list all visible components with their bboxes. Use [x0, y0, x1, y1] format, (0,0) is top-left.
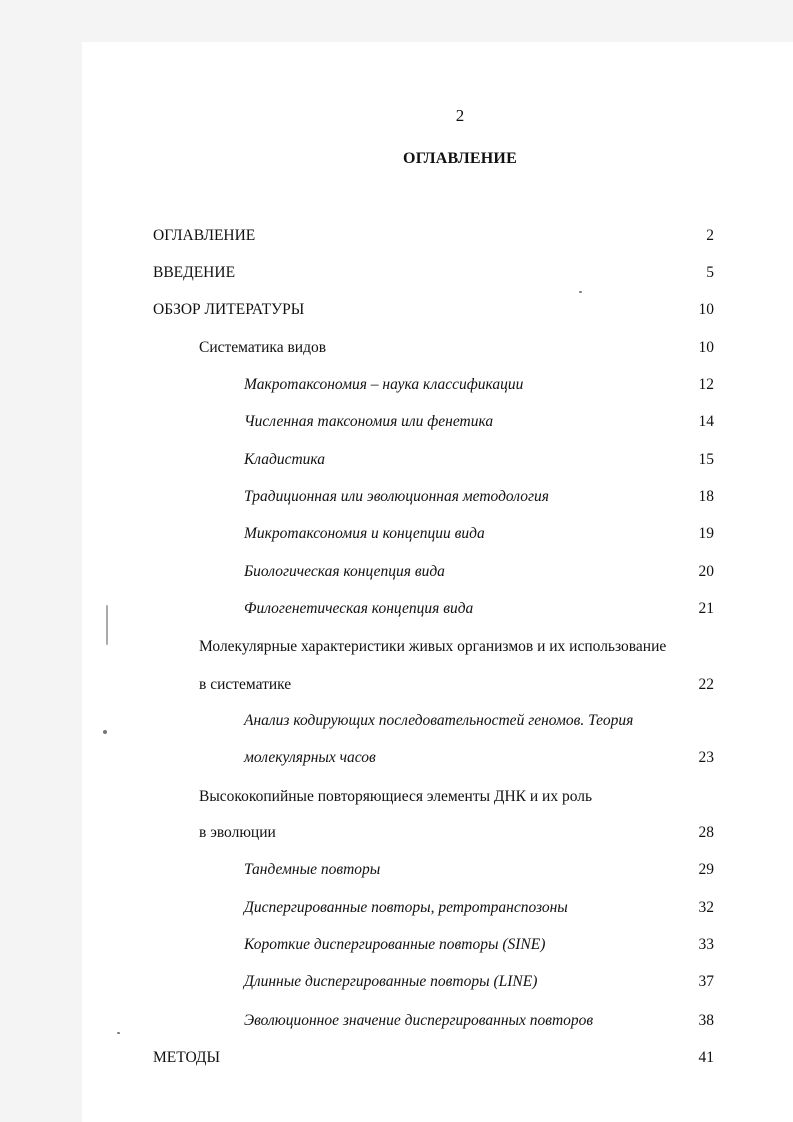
toc-entry-label: Традиционная или эволюционная методология	[244, 488, 549, 505]
toc-entry	[244, 859, 380, 881]
toc-entry	[153, 225, 255, 247]
toc-entry-label: Диспергированные повторы, ретротранспозоны	[244, 899, 568, 916]
toc-entry-page: 20	[698, 563, 714, 580]
scan-speck	[579, 291, 582, 293]
toc-entry-page: 23	[698, 749, 714, 766]
toc-entry-label: Тандемные повторы	[244, 861, 381, 878]
toc-entry	[244, 374, 523, 396]
toc-entry-page: 19	[698, 525, 714, 542]
toc-entry	[199, 337, 326, 359]
toc-entry	[244, 897, 568, 919]
toc-entry	[244, 561, 445, 583]
toc-entry-page: 10	[698, 339, 714, 356]
toc-entry-label: в систематике	[199, 676, 292, 693]
toc-entry-label: ВВЕДЕНИЕ	[153, 264, 236, 281]
toc-entry-page: 38	[698, 1012, 714, 1029]
toc-entry	[244, 971, 537, 993]
toc-entry-page: 22	[698, 676, 714, 693]
toc-entry-label: в эволюции	[199, 824, 276, 841]
toc-entry-label: Высококопийные повторяющиеся элементы ДНК и их роль	[199, 788, 593, 805]
toc-entry	[199, 786, 592, 808]
toc-entry-label: Макротаксономия – наука классификации	[244, 376, 524, 393]
toc-entry	[153, 1047, 220, 1069]
toc-entry-page: 32	[698, 899, 714, 916]
toc-entry-page: 21	[698, 600, 714, 617]
toc-entry-label: Молекулярные характеристики живых организмов и их использование	[199, 638, 667, 655]
toc-entry	[244, 411, 493, 433]
toc-entry-continuation	[199, 674, 291, 696]
toc-entry	[244, 1010, 593, 1032]
toc-entry-label: ОГЛАВЛЕНИЕ	[153, 227, 256, 244]
toc-entry-label: МЕТОДЫ	[153, 1049, 221, 1066]
toc-entry-label: молекулярных часов	[244, 749, 376, 766]
toc-entry	[244, 934, 545, 956]
toc-entry-continuation	[199, 822, 276, 844]
toc-entry-label: Систематика видов	[199, 339, 327, 356]
toc-entry-page: 29	[698, 861, 714, 878]
toc-entry	[244, 523, 485, 545]
toc-entry	[244, 710, 633, 732]
toc-entry	[244, 486, 549, 508]
toc-entry-label: Биологическая концепция вида	[244, 563, 445, 580]
margin-mark	[106, 605, 108, 645]
toc-entry-label: Эволюционное значение диспергированных повторов	[244, 1012, 594, 1029]
page-title: ОГЛАВЛЕНИЕ	[403, 150, 517, 167]
toc-entry-page: 14	[698, 413, 714, 430]
toc-entry-label: Короткие диспергированные повторы (SINE)	[244, 936, 546, 953]
toc-entry-continuation	[244, 747, 376, 769]
page-number: 2	[455, 106, 465, 125]
toc-entry-page: 41	[698, 1049, 714, 1066]
toc-entry-page: 10	[698, 301, 714, 318]
toc-entry-label: ОБЗОР ЛИТЕРАТУРЫ	[153, 301, 305, 318]
toc-entry-label: Микротаксономия и концепции вида	[244, 525, 485, 542]
toc-entry	[153, 299, 304, 321]
toc-entry	[153, 262, 235, 284]
toc-entry	[199, 636, 666, 658]
toc-entry-page: 18	[698, 488, 714, 505]
toc-entry-label: Филогенетическая концепция вида	[244, 600, 474, 617]
toc-entry-page: 12	[698, 376, 714, 393]
toc-entry-label: Численная таксономия или фенетика	[244, 413, 494, 430]
toc-entry-page: 33	[698, 936, 714, 953]
toc-entry	[244, 598, 473, 620]
toc-entry-page: 28	[698, 824, 714, 841]
toc-entry-page: 15	[698, 451, 714, 468]
toc-entry	[244, 449, 325, 471]
scan-speck	[103, 730, 107, 734]
toc-entry-label: Длинные диспергированные повторы (LINE)	[244, 973, 538, 990]
scan-speck	[117, 1032, 120, 1034]
toc-entry-label: Анализ кодирующих последовательностей геномов. Теория	[244, 712, 634, 729]
toc-entry-page: 5	[706, 264, 714, 281]
toc-entry-label: Кладистика	[244, 451, 326, 468]
toc-entry-page: 2	[706, 227, 714, 244]
toc-entry-page: 37	[698, 973, 714, 990]
